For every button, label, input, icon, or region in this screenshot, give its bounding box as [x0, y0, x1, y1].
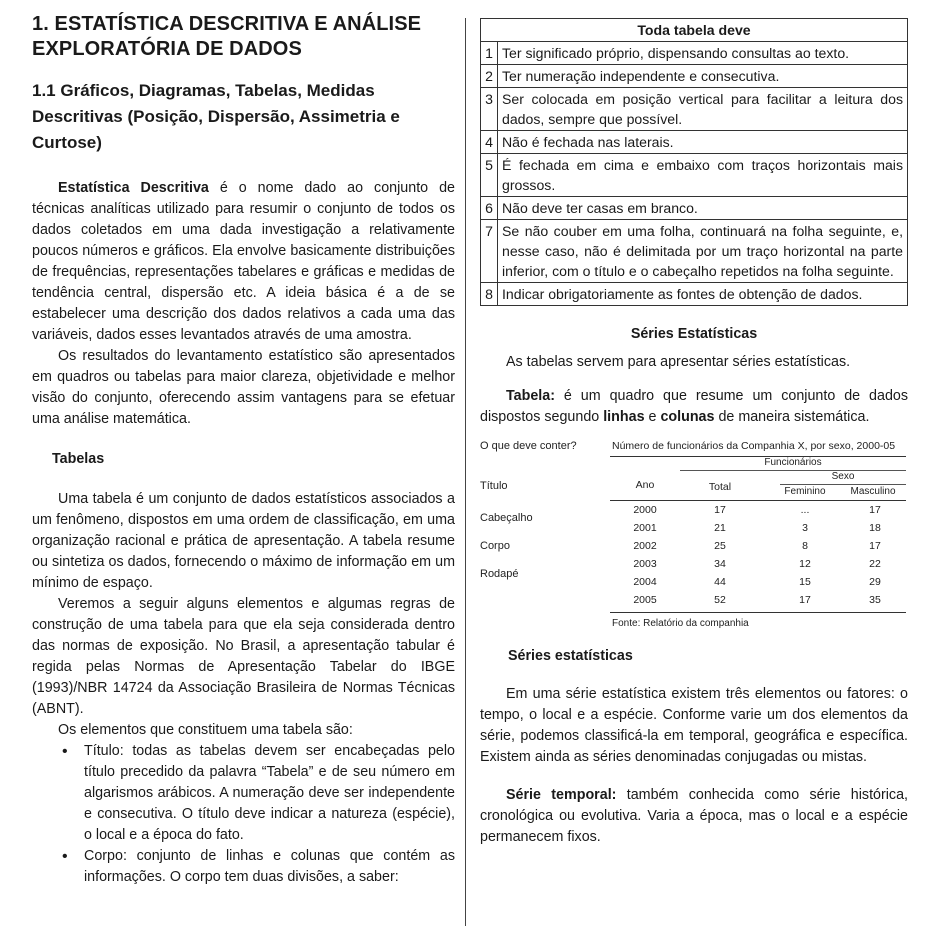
table-cell: 3	[802, 522, 808, 534]
list-item: • Corpo: conjunto de linhas e colunas que contém as informações. O corpo tem duas divisões, a saber:	[58, 846, 455, 888]
table-row	[610, 538, 906, 556]
figure-label-corpo: Corpo	[480, 540, 510, 552]
table-cell: 8	[802, 540, 808, 552]
table-cell: 52	[714, 594, 726, 606]
table-row	[610, 556, 906, 574]
rules-table-header: Toda tabela deve	[481, 19, 908, 42]
figure-caption: Número de funcionários da Companhia X, por sexo, 2000-05	[612, 440, 896, 452]
column-divider	[465, 18, 466, 926]
chapter-heading: 1. ESTATÍSTICA DESCRITIVA E ANÁLISE EXPLORATÓRIA DE DADOS	[32, 13, 422, 60]
figure-label-cabecalho: Cabeçalho	[480, 512, 533, 524]
table-cell: 17	[869, 504, 881, 516]
table-cell: 12	[799, 558, 811, 570]
table-row	[610, 574, 906, 592]
table-cell: 17	[714, 504, 726, 516]
table-row: 8 Indicar obrigatoriamente as fontes de obtenção de dados.	[481, 283, 908, 306]
table-cell: 15	[799, 576, 811, 588]
series-title: Séries Estatísticas	[630, 326, 758, 342]
paragraph-norms: Veremos a seguir alguns elementos e algumas regras de construção de uma tabela para que ela seja considerada dentro das normas de exposição. No Brasil, a apresentação tabular é regida pelas Normas de Apresentação Tabelar do IBGE (1993)/NBR 14724 da Associação Brasileira de Normas Técnicas (ABNT).	[32, 596, 455, 717]
paragraph-series-elements: Em uma série estatística existem três elementos ou fatores: o tempo, o local e a espécie. Conforme varie um dos elementos da série, podemos classificá-la em temporal, geográfica e específica. Existem ainda as séries denominadas conjugadas ou mistas.	[480, 686, 908, 765]
paragraph-descriptive-statistics: Estatística Descritiva é o nome dado ao conjunto de técnicas analíticas utilizado para resumir o conjunto de todos os dados coletados em uma dada investigação a relativamente poucos números e gráficos. Ela envolve basicamente distribuições de frequências, representações tabelares e gráficas e medidas de tendência central, dispersão etc. A ideia básica é a de se estabelecer uma descrição dos dados relativos a cada uma das variáveis, dados esses levantados através de uma amostra.	[32, 180, 455, 343]
right-column	[480, 18, 908, 848]
left-column	[32, 0, 455, 888]
table-row: 2 Ter numeração independente e consecutiva.	[481, 65, 908, 88]
term-bold: Estatística Descritiva	[58, 180, 209, 196]
section-heading: 1.1 Gráficos, Diagramas, Tabelas, Medidas Descritivas (Posição, Dispersão, Assimetria e Curtose)	[32, 81, 400, 152]
subheading-series: Séries estatísticas	[508, 648, 633, 664]
table-cell: 2003	[633, 558, 657, 570]
paragraph-temporal-series: Série temporal: também conhecida como série histórica, cronológica ou evolutiva. Varia a época, mas o local e a espécie permanecem fixos.	[480, 787, 908, 845]
table-cell: 18	[869, 522, 881, 534]
table-cell: 44	[714, 576, 726, 588]
paragraph-tables-serve: As tabelas servem para apresentar séries estatísticas.	[506, 354, 851, 370]
table-cell: 25	[714, 540, 726, 552]
figure-body	[610, 502, 906, 610]
figure-label-titulo: Título	[480, 480, 508, 492]
table-row: 3 Ser colocada em posição vertical para facilitar a leitura dos dados, sempre que possível.	[481, 88, 908, 131]
figure-source: Fonte: Relatório da companhia	[612, 618, 749, 629]
table-cell: 2001	[633, 522, 657, 534]
elements-list	[32, 741, 455, 888]
list-item: • Título: todas as tabelas devem ser encabeçadas pelo título precedido da palavra “Tabela” e de seu número em algarismos arábicos. A numeração deve ser independente e consecutiva. O título deve indicar a natureza (espécie), o local e a época do fato.	[58, 741, 455, 846]
col-masculino: Masculino	[850, 486, 896, 497]
table-cell: 17	[799, 594, 811, 606]
col-feminino: Feminino	[784, 486, 826, 497]
table-cell: 29	[869, 576, 881, 588]
table-cell: 2005	[633, 594, 657, 606]
example-table-figure	[480, 440, 908, 648]
table-cell: 35	[869, 594, 881, 606]
paragraph-elements-intro: Os elementos que constituem uma tabela são:	[58, 722, 353, 738]
group-header: Funcionários	[764, 457, 822, 468]
table-cell: 17	[869, 540, 881, 552]
table-row	[610, 502, 906, 520]
figure-label-rodape: Rodapé	[480, 568, 519, 580]
table-cell: ...	[800, 504, 810, 516]
paragraph-results: Os resultados do levantamento estatístico são apresentados em quadros ou tabelas para maior clareza, objetividade e melhor visão do conjunto, oferecendo assim vantagens para se efetuar uma análise matemática.	[32, 348, 455, 427]
table-row: 4 Não é fechada nas laterais.	[481, 131, 908, 154]
col-ano: Ano	[635, 479, 655, 491]
table-cell: 21	[714, 522, 726, 534]
table-cell: 2000	[633, 504, 657, 516]
table-row: 5 É fechada em cima e embaixo com traços horizontais mais grossos.	[481, 154, 908, 197]
rules-table	[480, 18, 908, 306]
col-total: Total	[708, 481, 732, 493]
table-cell: 2002	[633, 540, 657, 552]
table-row: 1 Ter significado próprio, dispensando consultas ao texto.	[481, 42, 908, 65]
subheading-tabelas: Tabelas	[52, 451, 105, 467]
table-row: 6 Não deve ter casas em branco.	[481, 197, 908, 220]
paragraph-tabela-definition: Tabela: é um quadro que resume um conjunto de dados dispostos segundo linhas e colunas de maneira sistemática.	[480, 388, 908, 425]
table-cell: 2004	[633, 576, 657, 588]
table-cell: 34	[714, 558, 726, 570]
table-row: 7 Se não couber em uma folha, continuará na folha seguinte, e, nesse caso, não é delimitada por um traço horizontal na parte inferior, com o título e o cabeçalho repetidos na folha seguinte.	[481, 220, 908, 283]
paragraph-table-definition: Uma tabela é um conjunto de dados estatísticos associados a um fenômeno, dispostos em uma ordem de classificação, em uma organização racional e prática de apresentação. A tabela resume ou sintetiza os dados, fornecendo o máximo de informação em um mínimo de espaço.	[32, 491, 455, 591]
table-row	[610, 520, 906, 538]
table-cell: 22	[869, 558, 881, 570]
col-sexo: Sexo	[831, 471, 855, 482]
table-row	[610, 592, 906, 610]
figure-question: O que deve conter?	[480, 440, 577, 452]
